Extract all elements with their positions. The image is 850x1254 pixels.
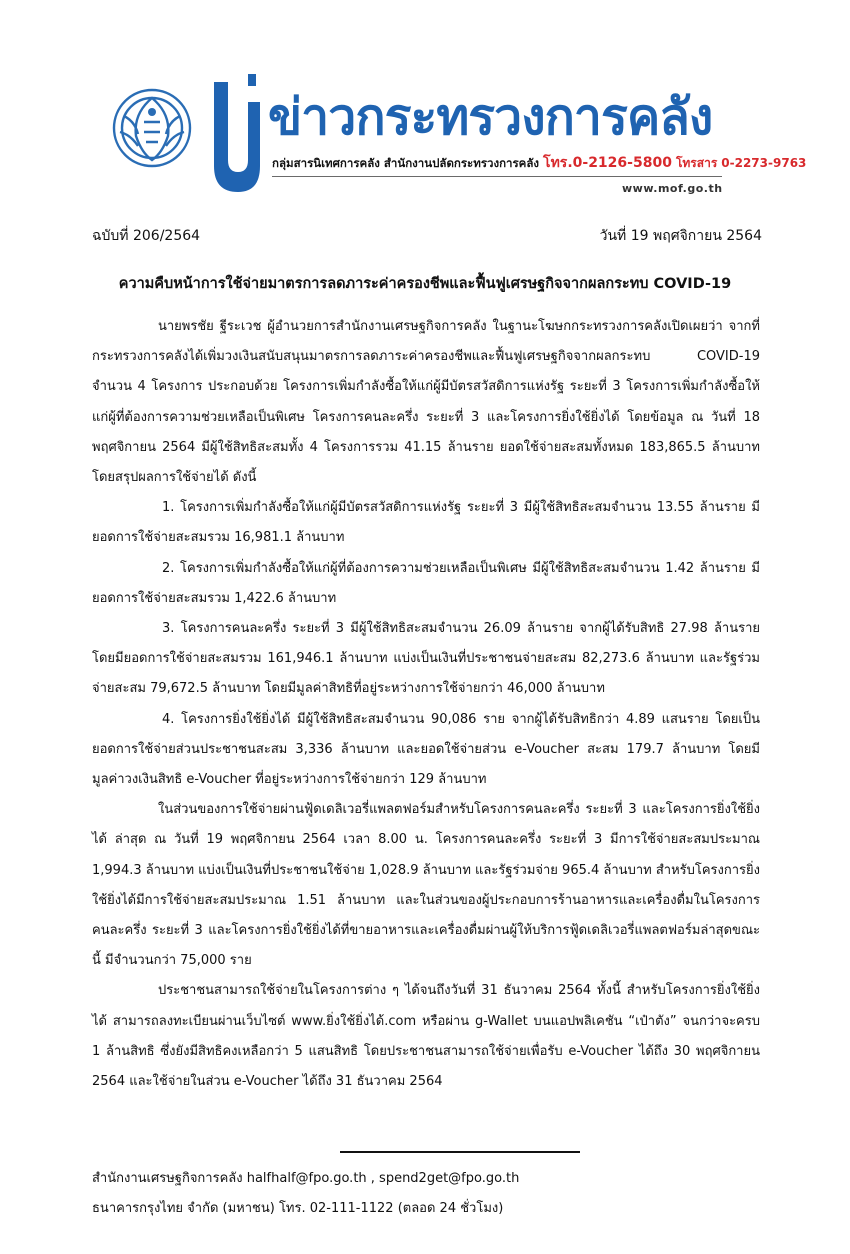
list-item: 3. โครงการคนละครึ่ง ระยะที่ 3 มีผู้ใช้สิทธิสะสมจำนวน 26.09 ล้านราย จากผู้ได้รับสิทธิ 27.98 ล้านราย โดยมียอดการใช้จ่ายสะสมรวม 161,946.1 ล้านบาท แบ่งเป็นเงินที่ประชาชนจ่ายสะสม 82,273.6 ล้านบาท และรัฐร่วมจ่ายสะสม 79,672.5 ล้านบาท โดยมีมูลค่าสิทธิที่อยู่ระหว่างการใช้จ่ายกว่า 46,000 ล้านบาท — [92, 621, 760, 697]
banner-tel-number: 0-2126-5800 — [572, 155, 672, 171]
banner-contact-line — [272, 154, 806, 172]
footer-line-bank: ธนาคารกรุงไทย จำกัด (มหาชน) โทร. 02-111-1122 (ตลอด 24 ชั่วโมง) — [92, 1201, 504, 1216]
khao-letter-mark-icon — [208, 72, 262, 200]
footer-line-fpo: สำนักงานเศรษฐกิจการคลัง halfhalf@fpo.go.th , spend2get@fpo.go.th — [92, 1171, 520, 1186]
header-banner — [96, 66, 807, 206]
list-item: 1. โครงการเพิ่มกำลังซื้อให้แก่ผู้มีบัตรสวัสดิการแห่งรัฐ ระยะที่ 3 มีผู้ใช้สิทธิสะสมจำนวน 13.55 ล้านราย มียอดการใช้จ่ายสะสมรวม 16,981.1 ล้านบาท — [92, 500, 760, 546]
banner-fax-label: โทรสาร — [675, 156, 718, 170]
paragraph-intro: นายพรชัย ฐีระเวช ผู้อำนวยการสำนักงานเศรษฐกิจการคลัง ในฐานะโฆษกกระทรวงการคลังเปิดเผยว่า จากที่กระทรวงการคลังได้เพิ่มวงเงินสนับสนุนมาตรการลดภาระค่าครองชีพและฟื้นฟูเศรษฐกิจจากผลกระทบ COVID-19 จำนวน 4 โครงการ ประกอบด้วย โครงการเพิ่มกำลังซื้อให้แก่ผู้มีบัตรสวัสดิการแห่งรัฐ ระยะที่ 3 โครงการเพิ่มกำลังซื้อให้แก่ผู้ที่ต้องการความช่วยเหลือเป็นพิเศษ โครงการคนละครึ่ง ระยะที่ 3 และโครงการยิ่งใช้ยิ่งได้ โดยข้อมูล ณ วันที่ 18 พฤศจิกายน 2564 มีผู้ใช้สิทธิสะสมทั้ง 4 โครงการรวม 41.15 ล้านราย ยอดใช้จ่ายสะสมทั้งหมด 183,865.5 ล้านบาท โดยสรุปผลการใช้จ่ายได้ ดังนี้ — [92, 319, 760, 486]
banner-contact-unit: กลุ่มสารนิเทศการคลัง สำนักงานปลัดกระทรวงการคลัง — [272, 156, 540, 170]
banner-tel-label: โทร. — [543, 155, 573, 171]
footer-contacts — [92, 1164, 772, 1224]
list-item: 2. โครงการเพิ่มกำลังซื้อให้แก่ผู้ที่ต้องการความช่วยเหลือเป็นพิเศษ มีผู้ใช้สิทธิสะสมจำนวน 1.42 ล้านราย มียอดการใช้จ่ายสะสมรวม 1,422.6 ล้านบาท — [92, 560, 760, 606]
paragraph-food-delivery: ในส่วนของการใช้จ่ายผ่านฟู้ดเดลิเวอรี่แพลตฟอร์มสำหรับโครงการคนละครึ่ง ระยะที่ 3 และโครงการยิ่งใช้ยิ่งได้ ล่าสุด ณ วันที่ 19 พฤศจิกายน 2564 เวลา 8.00 น. โครงการคนละครึ่ง ระยะที่ 3 มีการใช้จ่ายสะสมประมาณ 1,994.3 ล้านบาท แบ่งเป็นเงินที่ประชาชนใช้จ่าย 1,028.9 ล้านบาท และรัฐร่วมจ่าย 965.4 ล้านบาท สำหรับโครงการยิ่งใช้ยิ่งได้มีการใช้จ่ายสะสมประมาณ 1.51 ล้านบาท และในส่วนของผู้ประกอบการร้านอาหารและเครื่องดื่มในโครงการคนละครึ่ง ระยะที่ 3 และโครงการยิ่งใช้ยิ่งได้ที่ขายอาหารและเครื่องดื่มผ่านผู้ให้บริการฟู้ดเดลิเวอรี่แพลตฟอร์มล่าสุดขณะนี้ มีจำนวนกว่า 75,000 ราย — [92, 802, 760, 969]
banner-website[interactable]: www.mof.go.th — [622, 182, 723, 195]
banner-title: ข่าวกระทรวงการคลัง — [268, 88, 713, 146]
list-item: 4. โครงการยิ่งใช้ยิ่งได้ มีผู้ใช้สิทธิสะสมจำนวน 90,086 ราย จากผู้ได้รับสิทธิกว่า 4.89 แสนราย โดยเป็นยอดการใช้จ่ายส่วนประชาชนสะสม 3,336 ล้านบาท และยอดใช้จ่ายส่วน e-Voucher สะสม 179.7 ล้านบาท โดยมีมูลค่าวงเงินสิทธิ e-Voucher ที่อยู่ระหว่างการใช้จ่ายกว่า 129 ล้านบาท — [92, 711, 760, 788]
banner-rule — [272, 176, 722, 177]
issue-number: ฉบับที่ 206/2564 — [92, 228, 201, 244]
issue-date: วันที่ 19 พฤศจิกายน 2564 — [599, 228, 762, 244]
banner-fax-number: 0-2273-9763 — [721, 156, 807, 170]
garuda-seal-icon — [110, 86, 194, 170]
headline: ความคืบหน้าการใช้จ่ายมาตรการลดภาระค่าครองชีพและฟื้นฟูเศรษฐกิจจากผลกระทบ COVID-19 — [118, 276, 732, 292]
paragraph-deadline: ประชาชนสามารถใช้จ่ายในโครงการต่าง ๆ ได้จนถึงวันที่ 31 ธันวาคม 2564 ทั้งนี้ สำหรับโครงการยิ่งใช้ยิ่งได้ สามารถลงทะเบียนผ่านเว็บไซต์ www.ยิ่งใช้ยิ่งได้.com หรือผ่าน g-Wallet บนแอปพลิเคชัน “เป๋าตัง” จนกว่าจะครบ 1 ล้านสิทธิ ซึ่งยังมีสิทธิคงเหลือกว่า 5 แสนสิทธิ โดยประชาชนสามารถใช้จ่ายเพื่อรับ e-Voucher ได้ถึง 30 พฤศจิกายน 2564 และใช้จ่ายในส่วน e-Voucher ได้ถึง 31 ธันวาคม 2564 — [92, 983, 760, 1090]
footer-divider — [340, 1151, 580, 1153]
article-body — [92, 312, 760, 1097]
